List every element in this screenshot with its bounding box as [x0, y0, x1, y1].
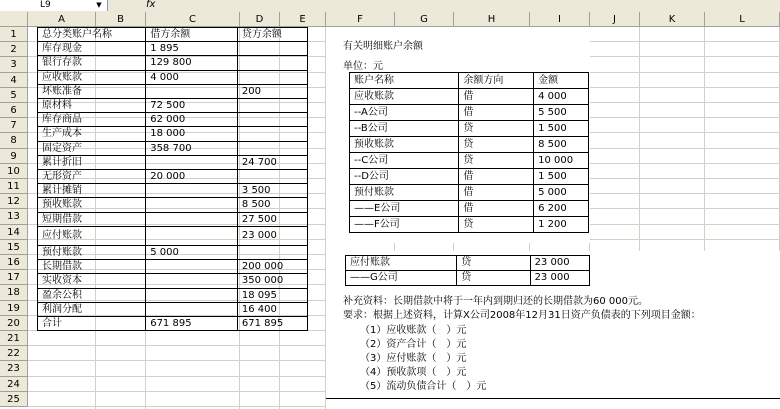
table-cell[interactable]: 1 895	[146, 42, 238, 56]
question-item: （4）预收款项（ ）元	[360, 367, 467, 378]
table-cell[interactable]: 预收账款	[350, 137, 459, 153]
row-header-17[interactable]: 17	[0, 270, 28, 285]
table-row	[350, 217, 589, 233]
column-header-a[interactable]: A	[28, 12, 96, 27]
table-cell[interactable]: 1 500	[534, 121, 589, 137]
table-cell[interactable]	[237, 113, 307, 127]
table-cell[interactable]	[146, 302, 238, 316]
column-header-l[interactable]: L	[705, 12, 780, 27]
table-cell[interactable]: 账户名称	[350, 73, 459, 89]
table-row	[350, 185, 589, 201]
chevron-down-icon[interactable]: ▼	[96, 1, 102, 9]
table-cell[interactable]	[146, 226, 238, 245]
table-cell[interactable]: ——E公司	[350, 201, 459, 217]
table-row	[350, 89, 589, 105]
table-row	[38, 226, 308, 245]
row-header-6[interactable]: 6	[0, 103, 28, 118]
table-cell[interactable]: 20 000	[146, 170, 238, 184]
row-header-13[interactable]: 13	[0, 209, 28, 224]
table-cell[interactable]	[146, 274, 238, 288]
table-cell[interactable]: 借	[459, 105, 534, 121]
table-row	[38, 260, 308, 274]
table-row	[350, 121, 589, 137]
table-row	[38, 288, 308, 302]
column-header-c[interactable]: C	[146, 12, 240, 27]
row-header-22[interactable]: 22	[0, 346, 28, 361]
table-cell[interactable]: 金额	[534, 73, 589, 89]
table-cell[interactable]: 贷	[459, 137, 534, 153]
table-cell[interactable]: 5 500	[534, 105, 589, 121]
table-cell[interactable]	[237, 70, 307, 84]
table-cell[interactable]	[237, 170, 307, 184]
table-cell[interactable]: 8 500	[534, 137, 589, 153]
table-row	[38, 170, 308, 184]
row-header-5[interactable]: 5	[0, 88, 28, 103]
select-all-corner[interactable]	[0, 12, 28, 27]
requirement-text: 要求：根据上述资料，计算X公司2008年12月31日资产负债表的下列项目金额：	[343, 310, 701, 321]
table-cell[interactable]: 23 000	[530, 271, 589, 286]
row-header-8[interactable]: 8	[0, 133, 28, 148]
table-cell[interactable]: 盈余公积	[38, 288, 146, 302]
row-header-16[interactable]: 16	[0, 255, 28, 270]
account-balance-table	[37, 27, 308, 331]
table-cell[interactable]: 借方余额	[146, 28, 238, 42]
table-cell[interactable]: 18 000	[146, 127, 238, 141]
row-header-11[interactable]: 11	[0, 179, 28, 194]
table-cell[interactable]: 27 500	[237, 212, 307, 226]
table-row	[350, 137, 589, 153]
table-cell[interactable]: 350 000	[237, 274, 307, 288]
table-row	[38, 141, 308, 155]
table-cell[interactable]: 生产成本	[38, 127, 146, 141]
table-cell[interactable]: 借	[459, 201, 534, 217]
row-header-23[interactable]: 23	[0, 361, 28, 376]
table-cell[interactable]: 合计	[38, 317, 146, 331]
table-cell[interactable]: 18 095	[237, 288, 307, 302]
column-header-b[interactable]: B	[96, 12, 146, 27]
table-cell[interactable]: 23 000	[237, 226, 307, 245]
table-cell[interactable]	[237, 127, 307, 141]
column-header-d[interactable]: D	[240, 12, 280, 27]
question-item: （1）应收账款（ ）元	[360, 325, 467, 336]
question-item: （3）应付账款（ ）元	[360, 353, 467, 364]
row-header-24[interactable]: 24	[0, 377, 28, 392]
table-cell[interactable]	[237, 42, 307, 56]
table-cell[interactable]	[146, 260, 238, 274]
table-cell[interactable]: 358 700	[146, 141, 238, 155]
table-row	[38, 198, 308, 212]
column-header-i[interactable]: I	[530, 12, 590, 27]
table-row	[38, 99, 308, 113]
table-cell[interactable]: 671 895	[237, 317, 307, 331]
row-header-10[interactable]: 10	[0, 164, 28, 179]
table-cell[interactable]: 62 000	[146, 113, 238, 127]
table-cell[interactable]: 5 000	[146, 246, 238, 260]
table-cell[interactable]: --C公司	[350, 153, 459, 169]
table-cell[interactable]	[237, 99, 307, 113]
table-cell[interactable]: 5 000	[534, 185, 589, 201]
table-row	[350, 105, 589, 121]
table-row	[38, 42, 308, 56]
table-row	[38, 274, 308, 288]
table-cell[interactable]: 贷	[459, 217, 534, 233]
table-row	[350, 201, 589, 217]
table-cell[interactable]: --D公司	[350, 169, 459, 185]
table-cell[interactable]: 24 700	[237, 155, 307, 169]
supplement-text: 补充资料：长期借款中将于一年内到期归还的长期借款为60 000元。	[343, 296, 648, 307]
table-cell[interactable]: ——G公司	[346, 271, 457, 286]
table-header-row	[350, 73, 589, 89]
function-icon[interactable]: fx	[146, 0, 156, 10]
table-cell[interactable]	[237, 56, 307, 70]
table-cell[interactable]	[237, 246, 307, 260]
row-header-12[interactable]: 12	[0, 194, 28, 209]
table-cell[interactable]: 贷	[459, 121, 534, 137]
table-cell[interactable]: 累计摊销	[38, 184, 146, 198]
table-cell[interactable]: 1 500	[534, 169, 589, 185]
row-header-9[interactable]: 9	[0, 149, 28, 164]
table-cell[interactable]: 应付账款	[38, 226, 146, 245]
payable-detail-table	[345, 255, 590, 286]
table-cell[interactable]: --A公司	[350, 105, 459, 121]
table-cell[interactable]: 200 000	[237, 260, 307, 274]
table-cell[interactable]: 23 000	[530, 256, 589, 271]
table-cell[interactable]: 余额方向	[459, 73, 534, 89]
table-cell[interactable]: 1 200	[534, 217, 589, 233]
name-box[interactable]: L9	[0, 0, 108, 11]
table-cell[interactable]: 应付账款	[346, 256, 457, 271]
table-cell[interactable]: 长期借款	[38, 260, 146, 274]
table-cell[interactable]: 3 500	[237, 184, 307, 198]
table-cell[interactable]: 实收资本	[38, 274, 146, 288]
row-header-20[interactable]: 20	[0, 316, 28, 331]
table-cell[interactable]	[146, 184, 238, 198]
table-cell[interactable]: 预收账款	[38, 198, 146, 212]
table-cell[interactable]: 671 895	[146, 317, 238, 331]
divider	[326, 398, 780, 399]
row-header-2[interactable]: 2	[0, 42, 28, 57]
table-row	[346, 271, 590, 286]
row-header-21[interactable]: 21	[0, 331, 28, 346]
table-row	[38, 70, 308, 84]
table-cell[interactable]: 短期借款	[38, 212, 146, 226]
table-cell[interactable]: 利润分配	[38, 302, 146, 316]
column-header-k[interactable]: K	[640, 12, 705, 27]
table-cell[interactable]: 贷方余额	[237, 28, 307, 42]
row-header-18[interactable]: 18	[0, 285, 28, 300]
table-cell[interactable]: 应收账款	[350, 89, 459, 105]
table-cell[interactable]: 72 500	[146, 99, 238, 113]
table-cell[interactable]	[146, 155, 238, 169]
table-row	[38, 302, 308, 316]
table-cell[interactable]	[146, 212, 238, 226]
table-cell[interactable]: 贷	[459, 153, 534, 169]
table-cell[interactable]: 原材料	[38, 99, 146, 113]
unit-label: 单位：元	[343, 61, 383, 72]
question-item: （2）资产合计（ ）元	[360, 339, 467, 350]
column-header-e[interactable]: E	[280, 12, 326, 27]
table-cell[interactable]: 贷	[457, 256, 530, 271]
table-cell[interactable]: 固定资产	[38, 141, 146, 155]
table-cell[interactable]: 坏账准备	[38, 84, 146, 98]
table-cell[interactable]: 借	[459, 89, 534, 105]
table-cell[interactable]: 6 200	[534, 201, 589, 217]
table-cell[interactable]: 无形资产	[38, 170, 146, 184]
table-cell[interactable]: 预付账款	[350, 185, 459, 201]
table-cell[interactable]	[237, 141, 307, 155]
table-cell[interactable]: 应收账款	[38, 70, 146, 84]
table-cell[interactable]: 4 000	[146, 70, 238, 84]
detail-balance-table	[349, 72, 589, 233]
table-row	[38, 84, 308, 98]
column-header-f[interactable]: F	[326, 12, 395, 27]
table-cell[interactable]: 库存现金	[38, 42, 146, 56]
row-header-3[interactable]: 3	[0, 57, 28, 72]
column-header-j[interactable]: J	[590, 12, 640, 27]
table-cell[interactable]: 贷	[457, 271, 530, 286]
table-row	[38, 317, 308, 331]
table-cell[interactable]: 8 500	[237, 198, 307, 212]
table-cell[interactable]: ——F公司	[350, 217, 459, 233]
table-row	[346, 256, 590, 271]
detail-title: 有关明细账户余额	[343, 41, 423, 52]
table-row	[38, 184, 308, 198]
table-cell[interactable]: 10 000	[534, 153, 589, 169]
table-cell[interactable]: 累计折旧	[38, 155, 146, 169]
row-header-25[interactable]: 25	[0, 392, 28, 407]
table-cell[interactable]: 库存商品	[38, 113, 146, 127]
table-row	[38, 56, 308, 70]
table-cell[interactable]: 借	[459, 185, 534, 201]
column-header-h[interactable]: H	[454, 12, 530, 27]
row-header-19[interactable]: 19	[0, 301, 28, 316]
table-cell[interactable]: --B公司	[350, 121, 459, 137]
table-cell[interactable]: 预付账款	[38, 246, 146, 260]
table-cell[interactable]	[146, 288, 238, 302]
table-row	[38, 127, 308, 141]
table-cell[interactable]: 200	[237, 84, 307, 98]
table-cell[interactable]: 总分类账户名称	[38, 28, 146, 42]
row-header-7[interactable]: 7	[0, 118, 28, 133]
table-row	[38, 155, 308, 169]
table-cell[interactable]	[146, 198, 238, 212]
table-cell[interactable]	[146, 84, 238, 98]
row-header-4[interactable]: 4	[0, 73, 28, 88]
table-cell[interactable]: 银行存款	[38, 56, 146, 70]
table-row	[38, 212, 308, 226]
table-row	[38, 246, 308, 260]
table-header-row	[38, 28, 308, 42]
column-header-g[interactable]: G	[395, 12, 454, 27]
row-header-1[interactable]: 1	[0, 27, 28, 42]
question-item: （5）流动负债合计（ ）元	[360, 381, 487, 392]
row-header-15[interactable]: 15	[0, 240, 28, 255]
table-cell[interactable]: 4 000	[534, 89, 589, 105]
table-row	[38, 113, 308, 127]
table-cell[interactable]: 借	[459, 169, 534, 185]
table-row	[350, 169, 589, 185]
table-row	[350, 153, 589, 169]
table-cell[interactable]: 129 800	[146, 56, 238, 70]
row-header-14[interactable]: 14	[0, 225, 28, 240]
table-cell[interactable]: 16 400	[237, 302, 307, 316]
